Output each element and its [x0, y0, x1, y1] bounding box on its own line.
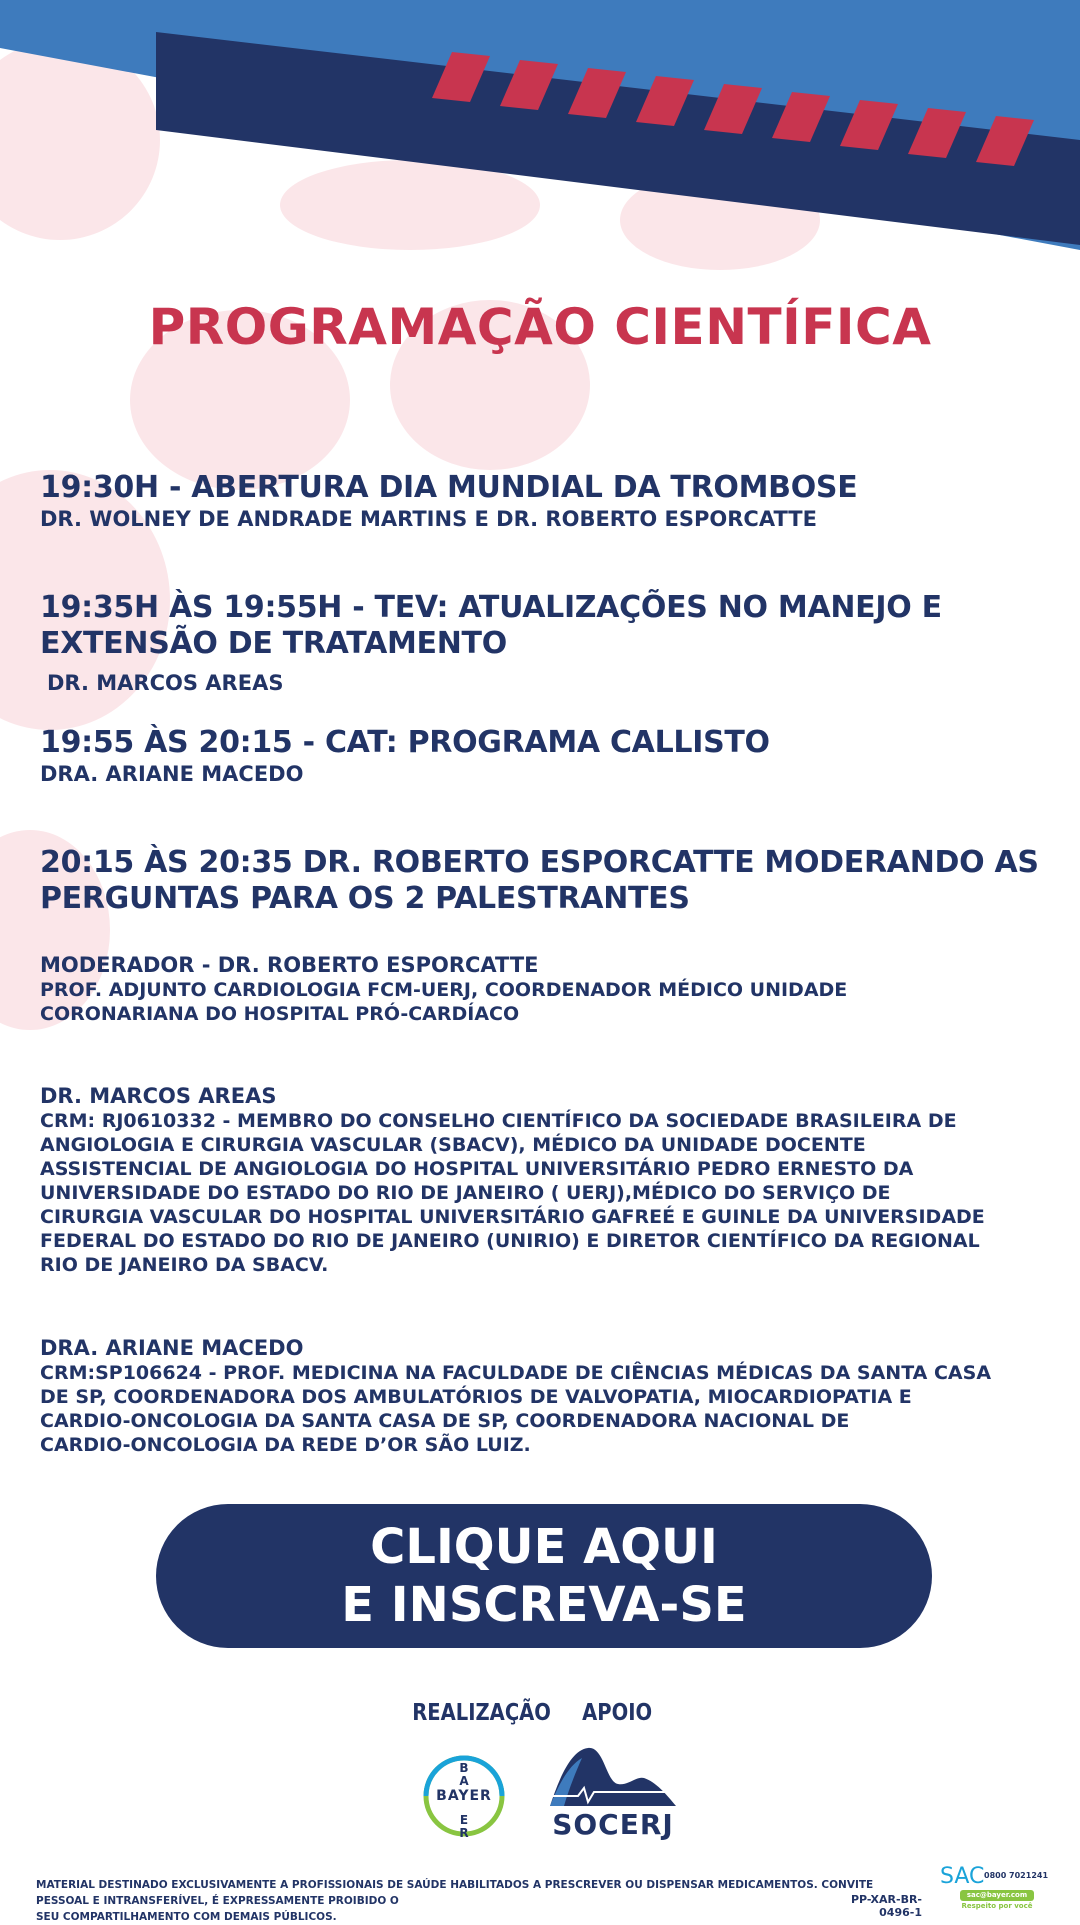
- register-button-line1: CLIQUE AQUI: [370, 1519, 718, 1575]
- bio-text: PROF. ADJUNTO CARDIOLOGIA FCM-UERJ, COORDENADOR MÉDICO UNIDADE: [40, 979, 848, 1001]
- schedule-time-title: 19:35H ÀS 19:55H - TEV: ATUALIZAÇÕES NO MANEJO E: [40, 590, 942, 625]
- schedule-item: [40, 590, 1050, 696]
- register-button-line2: E INSCREVA-SE: [341, 1577, 747, 1633]
- bio-text: CORONARIANA DO HOSPITAL PRÓ-CARDÍACO: [40, 1003, 520, 1025]
- bio-name: MODERADOR - DR. ROBERTO ESPORCATTE: [40, 953, 539, 977]
- realizacao-label: REALIZAÇÃO: [412, 1700, 551, 1726]
- schedule-item: [40, 845, 1050, 917]
- bio-name: DR. MARCOS AREAS: [40, 1084, 277, 1108]
- bayer-vertical-text: B A E R: [459, 1761, 469, 1840]
- sac-email[interactable]: sac@bayer.com: [960, 1890, 1034, 1901]
- schedule-time-title: PERGUNTAS PARA OS 2 PALESTRANTES: [40, 881, 690, 916]
- bio-text: CARDIO-ONCOLOGIA DA SANTA CASA DE SP, COORDENADORA NACIONAL DE: [40, 1410, 850, 1432]
- bio-text: CARDIO-ONCOLOGIA DA REDE D’OR SÃO LUIZ.: [40, 1434, 531, 1456]
- schedule-time-title: EXTENSÃO DE TRATAMENTO: [40, 626, 507, 661]
- bio-text: CIRURGIA VASCULAR DO HOSPITAL UNIVERSITÁRIO GAFREÉ E GUINLE DA UNIVERSIDADE: [40, 1206, 985, 1228]
- header-banner: [0, 0, 1080, 250]
- bio-text: ANGIOLOGIA E CIRURGIA VASCULAR (SBACV), MÉDICO DA UNIDADE DOCENTE: [40, 1134, 866, 1156]
- bio-text: CRM:SP106624 - PROF. MEDICINA NA FACULDADE DE CIÊNCIAS MÉDICAS DA SANTA CASA: [40, 1362, 992, 1384]
- bio-text: UNIVERSIDADE DO ESTADO DO RIO DE JANEIRO ( UERJ),MÉDICO DO SERVIÇO DE: [40, 1182, 891, 1204]
- bio-marcos-areas: [40, 1083, 1050, 1277]
- sac-phone: 0800 7021241: [984, 1871, 1049, 1880]
- schedule-time-title: 19:30H - ABERTURA DIA MUNDIAL DA TROMBOSE: [40, 470, 858, 505]
- disclaimer-line: SEU COMPARTILHAMENTO COM DEMAIS PÚBLICOS.: [36, 1911, 337, 1923]
- schedule-item: [40, 725, 1050, 787]
- sac-tagline: Respeito por você: [961, 1902, 1033, 1910]
- bayer-logo-text: BAYER: [436, 1788, 492, 1804]
- sugarloaf-mountain-icon: [548, 1742, 678, 1808]
- bayer-logo: [422, 1754, 506, 1838]
- bio-text: ASSISTENCIAL DE ANGIOLOGIA DO HOSPITAL UNIVERSITÁRIO PEDRO ERNESTO DA: [40, 1158, 914, 1180]
- footer-disclaimer: [36, 1877, 926, 1925]
- bio-ariane-macedo: [40, 1335, 1050, 1457]
- material-code: PP-XAR-BR-0496-1: [850, 1893, 922, 1919]
- sac-badge: [940, 1864, 1049, 1914]
- bio-text: CRM: RJ0610332 - MEMBRO DO CONSELHO CIENTÍFICO DA SOCIEDADE BRASILEIRA DE: [40, 1110, 957, 1132]
- schedule-speaker: DR. MARCOS AREAS: [47, 671, 284, 695]
- sac-text: SAC: [940, 1864, 985, 1889]
- schedule-speaker: DRA. ARIANE MACEDO: [40, 762, 304, 786]
- register-button[interactable]: [156, 1504, 932, 1648]
- page-title: PROGRAMAÇÃO CIENTÍFICA: [148, 298, 932, 356]
- bio-text: RIO DE JANEIRO DA SBACV.: [40, 1254, 329, 1276]
- apoio-label: APOIO: [582, 1700, 653, 1726]
- bio-text: DE SP, COORDENADORA DOS AMBULATÓRIOS DE VALVOPATIA, MIOCARDIOPATIA E: [40, 1386, 912, 1408]
- bio-text: FEDERAL DO ESTADO DO RIO DE JANEIRO (UNIRIO) E DIRETOR CIENTÍFICO DA REGIONAL: [40, 1230, 980, 1252]
- schedule-item: [40, 470, 1050, 532]
- socerj-logo: [548, 1742, 678, 1842]
- schedule-time-title: 19:55 ÀS 20:15 - CAT: PROGRAMA CALLISTO: [40, 725, 770, 760]
- socerj-logo-text: SOCERJ: [552, 1808, 674, 1841]
- bio-moderator: [40, 952, 1050, 1026]
- bio-name: DRA. ARIANE MACEDO: [40, 1336, 304, 1360]
- disclaimer-line: MATERIAL DESTINADO EXCLUSIVAMENTE A PROFISSIONAIS DE SAÚDE HABILITADOS A PRESCREVER OU DISPENSAR MEDICAMENTOS. CONVITE PESSOAL E INTRANSFERÍVEL, É EXPRESSAMENTE PROIBIDO O: [36, 1879, 874, 1907]
- schedule-time-title: 20:15 ÀS 20:35 DR. ROBERTO ESPORCATTE MODERANDO AS: [40, 845, 1039, 880]
- schedule-speaker: DR. WOLNEY DE ANDRADE MARTINS E DR. ROBERTO ESPORCATTE: [40, 507, 817, 531]
